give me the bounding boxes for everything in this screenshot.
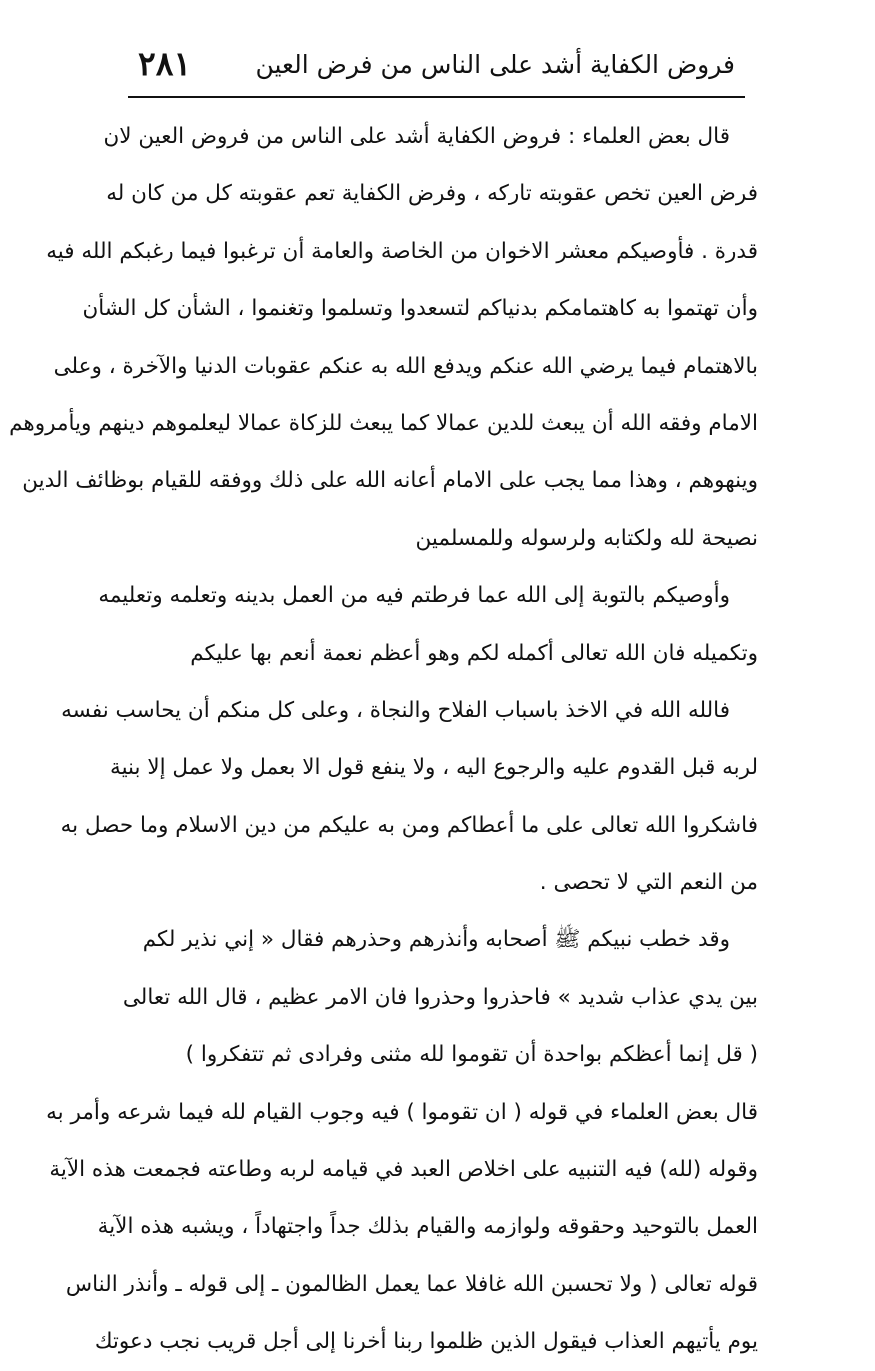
text-line: فاشكروا الله تعالى على ما أعطاكم ومن به عليكم من دين الاسلام وما حصل به: [60, 812, 758, 838]
text-line: نصيحة لله ولكتابه ولرسوله وللمسلمين: [415, 525, 758, 551]
text-line: وقوله (لله) فيه التنبيه على اخلاص العبد في قيامه لربه وطاعته فجمعت هذه الآية: [49, 1157, 758, 1183]
text-line: قال بعض العلماء في قوله ( ان تقوموا ) فيه وجوب القيام لله فيما شرعه وأمر به: [46, 1099, 758, 1125]
text-line: بين يدي عذاب شديد » فاحذروا وحذروا فان الامر عظيم ، قال الله تعالى: [122, 984, 758, 1010]
text-line: بالاهتمام فيما يرضي الله عنكم ويدفع الله به عنكم عقوبات الدنيا والآخرة ، وعلى: [53, 353, 758, 379]
text-line: قوله تعالى ( ولا تحسبن الله غافلا عما يعمل الظالمون ـ إلى قوله ـ وأنذر الناس: [65, 1271, 758, 1297]
text-line: قدرة . فأوصيكم معشر الاخوان من الخاصة والعامة أن ترغبوا فيما رغبكم الله فيه: [46, 238, 758, 264]
text-line: قال بعض العلماء : فروض الكفاية أشد على الناس من فروض العين لان: [103, 124, 730, 149]
text-line: لربه قبل القدوم عليه والرجوع اليه ، ولا ينفع قول الا بعمل ولا عمل إلا بنية: [110, 755, 758, 781]
text-line: وتكميله فان الله تعالى أكمله لكم وهو أعظم نعمة أنعم بها عليكم: [190, 640, 758, 666]
text-line: وينهوهم ، وهذا مما يجب على الامام أعانه الله على ذلك ووفقه للقيام بوظائف الدين: [22, 468, 758, 494]
text-line: وأوصيكم بالتوبة إلى الله عما فرطتم فيه من العمل بدينه وتعلمه وتعليمه: [98, 583, 730, 609]
text-line: العمل بالتوحيد وحقوقه ولوازمه والقيام بذلك جداً واجتهاداً ، ويشبه هذه الآية: [97, 1214, 758, 1240]
header-rule: [128, 96, 745, 98]
text-line: فرض العين تخص عقوبته تاركه ، وفرض الكفاية تعم عقوبته كل من كان له: [106, 181, 758, 207]
running-head: [128, 42, 745, 94]
page-number: ٢٨١: [138, 44, 192, 83]
text-line: الامام وفقه الله أن يبعث للدين عمالا كما يبعث للزكاة عمالا ليعلموهم دينهم ويأمروهم: [9, 410, 758, 436]
text-line: وأن تهتموا به كاهتمامكم بدنياكم لتسعدوا وتسلموا وتغنموا ، الشأن كل الشأن: [82, 296, 758, 322]
text-line: من النعم التي لا تحصى .: [539, 870, 758, 896]
text-line: ( قل إنما أعظكم بواحدة أن تقوموا لله مثنى وفرادى ثم تتفكروا ): [185, 1042, 758, 1068]
body-text: [9, 108, 758, 1371]
text-line: يوم يأتيهم العذاب فيقول الذين ظلموا ربنا أخرنا إلى أجل قريب نجب دعوتك: [94, 1329, 758, 1355]
running-title: فروض الكفاية أشد على الناس من فرض العين: [255, 50, 735, 79]
text-line: فالله الله في الاخذ باسباب الفلاح والنجاة ، وعلى كل منكم أن يحاسب نفسه: [61, 697, 730, 723]
text-line: وقد خطب نبيكم ﷺ أصحابه وأنذرهم وحذرهم فقال « إني نذير لكم: [142, 927, 730, 953]
